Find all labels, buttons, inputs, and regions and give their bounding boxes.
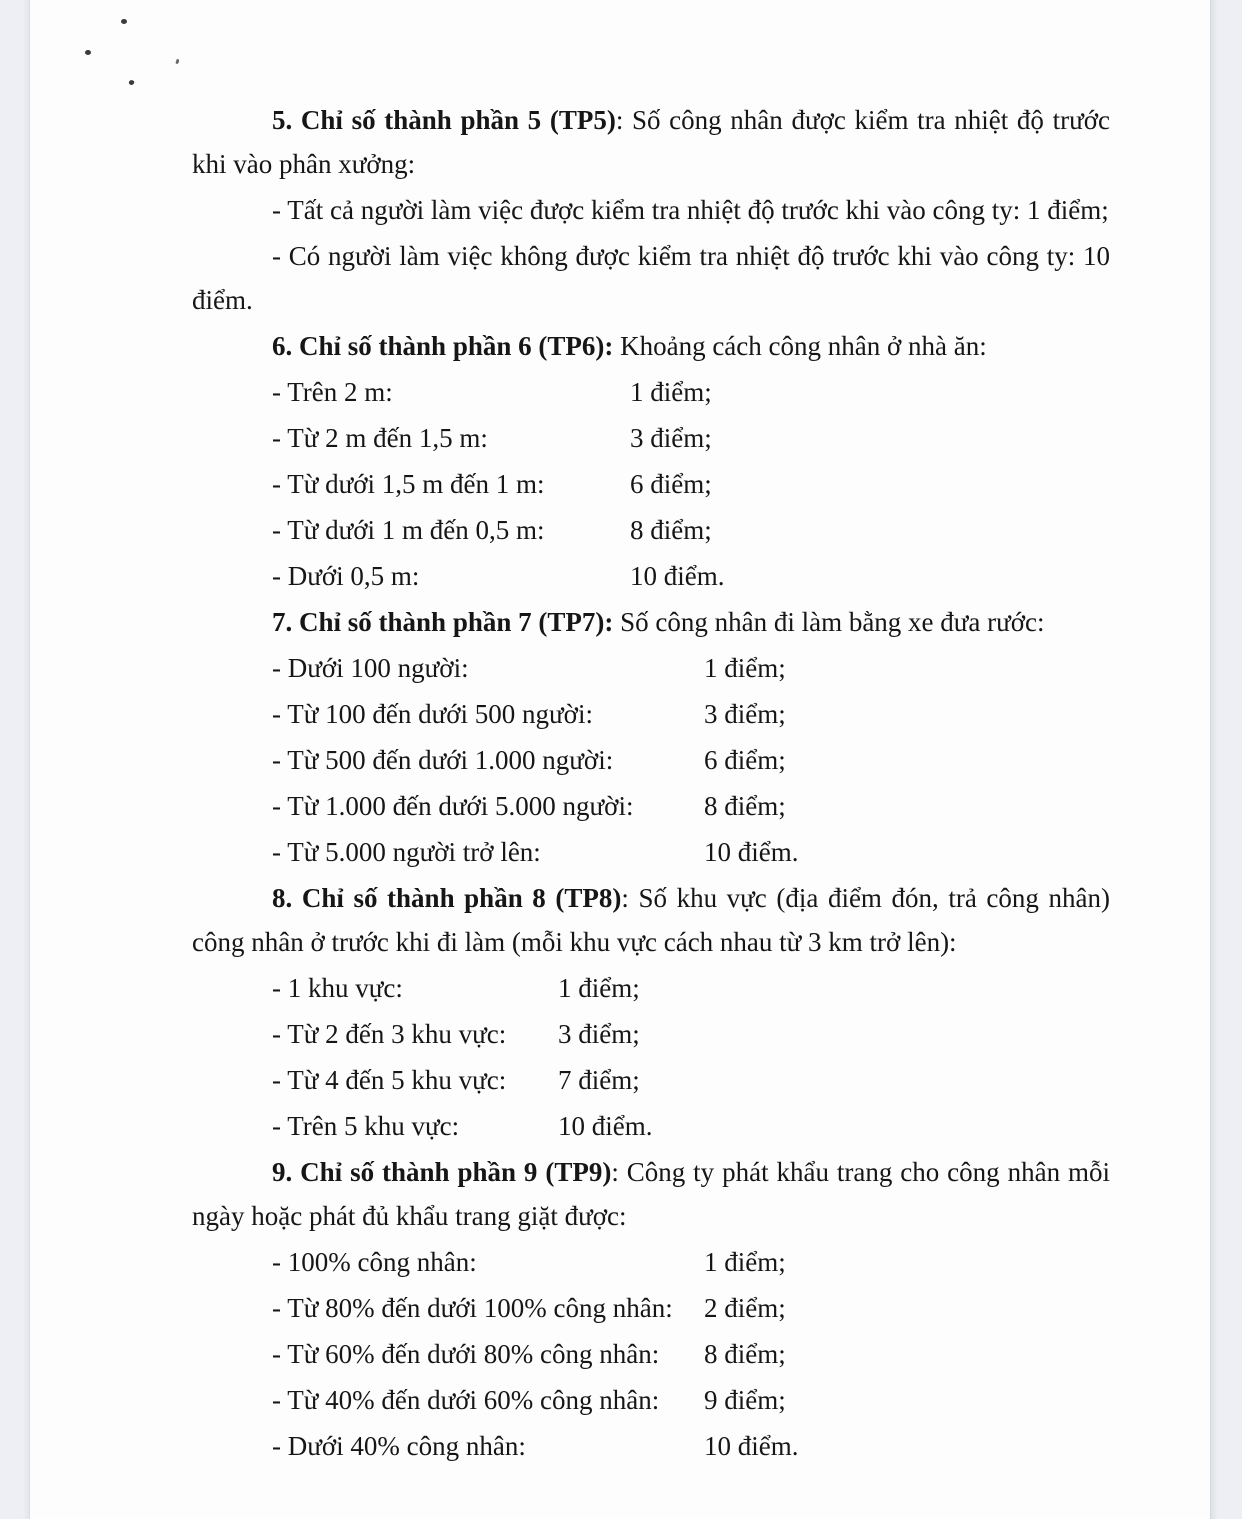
section-tp6	[192, 324, 1110, 598]
section-heading-tp5	[192, 98, 1110, 186]
criteria-label: - Từ 4 đến 5 khu vực:	[272, 1065, 507, 1095]
criteria-label: - Từ 1.000 đến dưới 5.000 người:	[272, 791, 634, 821]
criteria-row	[192, 966, 1110, 1010]
section-heading-tp7	[192, 600, 1110, 644]
criteria-points: 1 điểm;	[704, 1247, 786, 1277]
heading-text-tp6: Khoảng cách công nhân ở nhà ăn:	[613, 331, 987, 361]
criteria-row	[192, 554, 1110, 598]
criteria-label: - Từ 100 đến dưới 500 người:	[272, 699, 593, 729]
section-heading-tp8	[192, 876, 1110, 964]
criteria-points: 8 điểm;	[704, 791, 786, 821]
criteria-label: - Dưới 100 người:	[272, 653, 469, 683]
criteria-row	[192, 1286, 1110, 1330]
scanner-margin-right	[1210, 0, 1242, 1519]
criteria-row	[192, 692, 1110, 736]
criteria-points: 8 điểm;	[630, 515, 712, 545]
criteria-label: - Từ 2 đến 3 khu vực:	[272, 1019, 507, 1049]
criteria-label: - Dưới 40% công nhân:	[272, 1431, 526, 1461]
criteria-label: - Từ dưới 1 m đến 0,5 m:	[272, 515, 545, 545]
criteria-points: 7 điểm;	[558, 1065, 640, 1095]
criteria-row	[192, 416, 1110, 460]
heading-text-tp8: : Số khu vực (địa điểm đón, trả công nhân) công nhân ở trước khi đi làm (mỗi khu vực cách nhau từ 3 km trở lên):	[192, 883, 1110, 957]
criteria-row	[192, 1104, 1110, 1148]
criteria-points: 3 điểm;	[558, 1019, 640, 1049]
section-tp9	[192, 1150, 1110, 1468]
criteria-points: 2 điểm;	[704, 1293, 786, 1323]
criteria-row	[192, 1012, 1110, 1056]
criteria-label: - Dưới 0,5 m:	[272, 561, 420, 591]
criteria-points: 10 điểm.	[630, 561, 725, 591]
section-heading-tp9	[192, 1150, 1110, 1238]
heading-number-tp6: 6. Chỉ số thành phần 6 (TP6):	[272, 331, 614, 361]
criteria-label: - Từ 5.000 người trở lên:	[272, 837, 541, 867]
criteria-label: - Từ 80% đến dưới 100% công nhân:	[272, 1293, 673, 1323]
criteria-points: 10 điểm.	[558, 1111, 653, 1141]
criteria-points: 1 điểm;	[704, 653, 786, 683]
criteria-row	[192, 370, 1110, 414]
scan-speck	[175, 59, 179, 65]
criteria-row	[192, 784, 1110, 828]
scanner-margin-left	[0, 0, 30, 1519]
document-body	[192, 0, 1110, 1468]
criteria-row	[192, 508, 1110, 552]
criteria-points: 8 điểm;	[704, 1339, 786, 1369]
criteria-points: 1 điểm;	[630, 377, 712, 407]
scan-speck	[85, 50, 91, 55]
criteria-points: 9 điểm;	[704, 1385, 786, 1415]
criteria-row	[192, 1424, 1110, 1468]
criteria-row	[192, 1378, 1110, 1422]
heading-text-tp9: : Công ty phát khẩu trang cho công nhân mỗi ngày hoặc phát đủ khẩu trang giặt được:	[192, 1157, 1110, 1231]
heading-number-tp8: 8. Chỉ số thành phần 8 (TP8)	[272, 883, 622, 913]
criteria-row	[192, 1240, 1110, 1284]
section-tp7	[192, 600, 1110, 874]
criteria-label: - Từ dưới 1,5 m đến 1 m:	[272, 469, 545, 499]
criteria-label: - Từ 500 đến dưới 1.000 người:	[272, 745, 614, 775]
heading-text-tp5: : Số công nhân được kiểm tra nhiệt độ trước khi vào phân xưởng:	[192, 105, 1110, 179]
paragraph-tp5-item-1: - Tất cả người làm việc được kiểm tra nhiệt độ trước khi vào công ty: 1 điểm;	[272, 195, 1109, 225]
criteria-row	[192, 1332, 1110, 1376]
heading-number-tp5: 5. Chỉ số thành phần 5 (TP5)	[272, 105, 616, 135]
scan-speck	[128, 79, 135, 86]
criteria-row	[192, 646, 1110, 690]
criteria-row	[192, 462, 1110, 506]
criteria-row	[192, 738, 1110, 782]
heading-text-tp7: Số công nhân đi làm bằng xe đưa rước:	[613, 607, 1045, 637]
criteria-label: - 100% công nhân:	[272, 1247, 477, 1277]
criteria-label: - 1 khu vực:	[272, 973, 403, 1003]
criteria-points: 10 điểm.	[704, 1431, 799, 1461]
scan-speck	[121, 19, 127, 24]
criteria-points: 1 điểm;	[558, 973, 640, 1003]
criteria-label: - Trên 5 khu vực:	[272, 1111, 460, 1141]
criteria-points: 6 điểm;	[630, 469, 712, 499]
criteria-row	[192, 830, 1110, 874]
section-tp8	[192, 876, 1110, 1148]
paragraph-tp5-item-2: - Có người làm việc không được kiểm tra nhiệt độ trước khi vào công ty: 10 điểm.	[192, 241, 1110, 315]
heading-number-tp9: 9. Chỉ số thành phần 9 (TP9)	[272, 1157, 612, 1187]
criteria-label: - Từ 40% đến dưới 60% công nhân:	[272, 1385, 660, 1415]
criteria-points: 3 điểm;	[704, 699, 786, 729]
criteria-label: - Từ 2 m đến 1,5 m:	[272, 423, 488, 453]
criteria-points: 6 điểm;	[704, 745, 786, 775]
criteria-label: - Từ 60% đến dưới 80% công nhân:	[272, 1339, 660, 1369]
criteria-points: 10 điểm.	[704, 837, 799, 867]
section-heading-tp6	[192, 324, 1110, 368]
criteria-label: - Trên 2 m:	[272, 377, 393, 407]
heading-number-tp7: 7. Chỉ số thành phần 7 (TP7):	[272, 607, 614, 637]
criteria-row	[192, 1058, 1110, 1102]
criteria-points: 3 điểm;	[630, 423, 712, 453]
